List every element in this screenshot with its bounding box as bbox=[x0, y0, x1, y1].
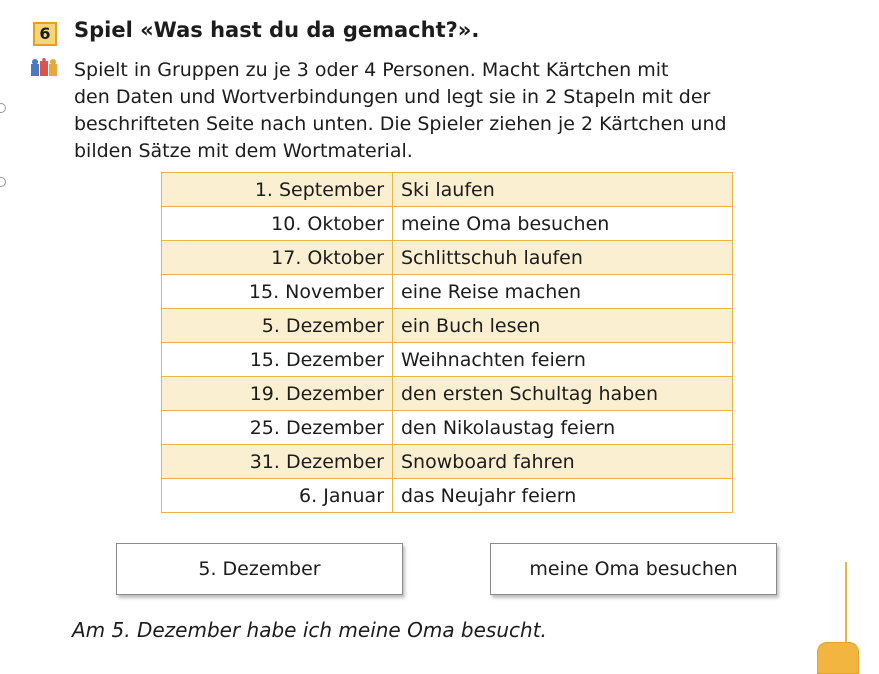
date-cell: 31. Dezember bbox=[162, 445, 393, 479]
activity-cell: Schlittschuh laufen bbox=[393, 241, 733, 275]
instruction-line: bilden Sätze mit dem Wortmaterial. bbox=[74, 140, 413, 162]
example-activity-card: meine Oma besuchen bbox=[490, 543, 777, 595]
instruction-line: den Daten und Wortverbindungen und legt sie in 2 Stapeln mit der bbox=[74, 86, 711, 108]
margin-hole-mark bbox=[0, 103, 6, 113]
group-of-people-icon bbox=[31, 58, 57, 76]
date-cell: 15. November bbox=[162, 275, 393, 309]
table-row bbox=[162, 241, 733, 275]
margin-hole-mark bbox=[0, 177, 6, 187]
task-instructions bbox=[74, 57, 844, 165]
table-row bbox=[162, 479, 733, 513]
table-row bbox=[162, 309, 733, 343]
table-row bbox=[162, 275, 733, 309]
activity-cell: den Nikolaustag feiern bbox=[393, 411, 733, 445]
date-cell: 10. Oktober bbox=[162, 207, 393, 241]
date-cell: 5. Dezember bbox=[162, 309, 393, 343]
activity-cell: ein Buch lesen bbox=[393, 309, 733, 343]
page-number-tab bbox=[817, 642, 859, 674]
date-cell: 6. Januar bbox=[162, 479, 393, 513]
activity-cell: meine Oma besuchen bbox=[393, 207, 733, 241]
date-cell: 17. Oktober bbox=[162, 241, 393, 275]
task-title: Spiel «Was hast du da gemacht?». bbox=[74, 18, 480, 42]
table-row bbox=[162, 207, 733, 241]
activity-cell: den ersten Schultag haben bbox=[393, 377, 733, 411]
table-row bbox=[162, 173, 733, 207]
table-row bbox=[162, 343, 733, 377]
table-row bbox=[162, 411, 733, 445]
activity-cell: Ski laufen bbox=[393, 173, 733, 207]
task-number-badge: 6 bbox=[33, 22, 57, 46]
activity-cell: Weihnachten feiern bbox=[393, 343, 733, 377]
activity-cell: das Neujahr feiern bbox=[393, 479, 733, 513]
instruction-line: beschrifteten Seite nach unten. Die Spieler ziehen je 2 Kärtchen und bbox=[74, 113, 727, 135]
date-cell: 1. September bbox=[162, 173, 393, 207]
date-cell: 15. Dezember bbox=[162, 343, 393, 377]
date-cell: 19. Dezember bbox=[162, 377, 393, 411]
table-row bbox=[162, 377, 733, 411]
table-row bbox=[162, 445, 733, 479]
instruction-line: Spielt in Gruppen zu je 3 oder 4 Personen. Macht Kärtchen mit bbox=[74, 59, 669, 81]
activity-cell: Snowboard fahren bbox=[393, 445, 733, 479]
dates-activities-table bbox=[161, 172, 733, 513]
activity-cell: eine Reise machen bbox=[393, 275, 733, 309]
example-date-card: 5. Dezember bbox=[116, 543, 403, 595]
date-cell: 25. Dezember bbox=[162, 411, 393, 445]
example-sentence: Am 5. Dezember habe ich meine Oma besucht. bbox=[72, 618, 547, 642]
